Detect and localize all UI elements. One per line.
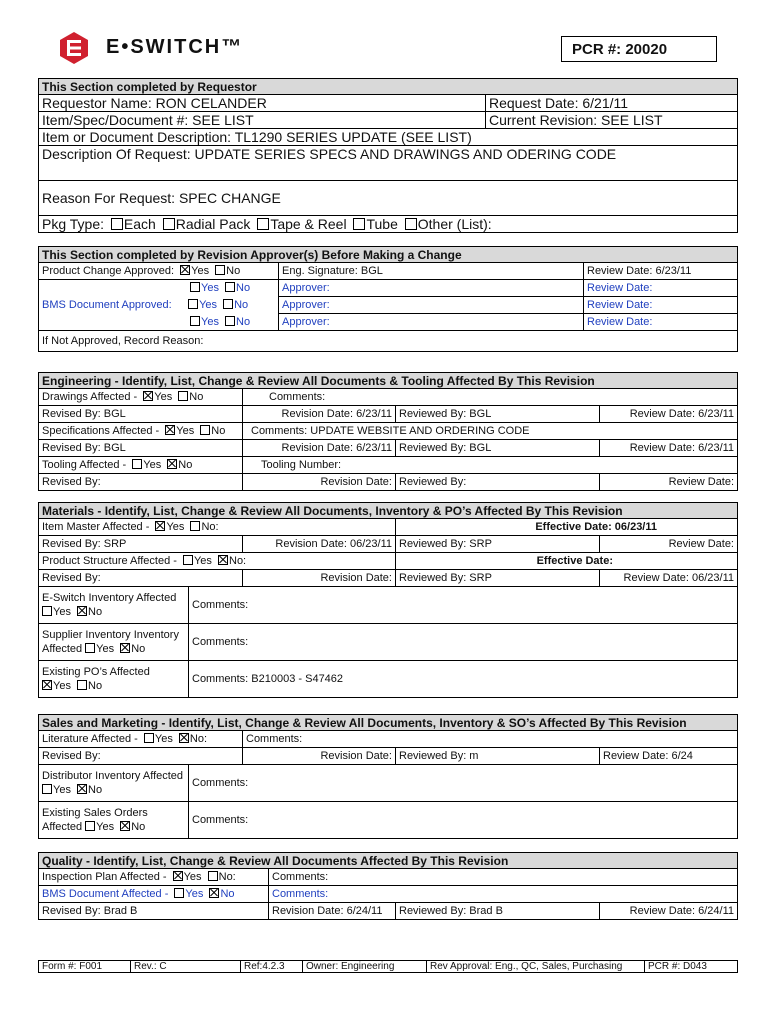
no-label: No <box>211 425 226 437</box>
product-change-yes-checkbox[interactable] <box>180 265 190 275</box>
supplier-inventory-comments: Comments: <box>189 624 738 661</box>
reason-for-request: Reason For Request: SPEC CHANGE <box>39 181 738 216</box>
eswitch-inventory-label: E-Switch Inventory Affected <box>42 592 177 604</box>
product-structure-affected <box>39 553 396 570</box>
current-revision: Current Revision: SEE LIST <box>486 112 738 129</box>
item-description: Item or Document Description: TL1290 SERIES UPDATE (SEE LIST) <box>39 129 738 146</box>
review-date-sales: Review Date: 6/24 <box>600 748 738 765</box>
literature-no-checkbox[interactable] <box>179 733 189 743</box>
approver-review-date-2: Review Date: <box>584 297 738 314</box>
revision-date-1: Revision Date: 6/23/11 <box>243 406 396 423</box>
item-master-affected <box>39 519 396 536</box>
existing-so-label: Existing Sales Orders <box>42 807 148 819</box>
pkg-radial-label: Radial Pack <box>175 216 251 232</box>
review-date-mat-2: Review Date: 06/23/11 <box>600 570 738 587</box>
bms-approved-1 <box>39 280 279 297</box>
sales-section <box>38 714 738 839</box>
pkg-tube-checkbox[interactable] <box>353 218 365 230</box>
bms-yes-checkbox-1[interactable] <box>190 282 200 292</box>
footer-form: Form #: F001 <box>39 961 131 973</box>
drawings-no-checkbox[interactable] <box>178 391 188 401</box>
approver-heading: This Section completed by Revision Approver(s) Before Making a Change <box>39 247 738 263</box>
revision-date-quality: Revision Date: 6/24/11 <box>269 903 396 920</box>
bms-no-checkbox-1[interactable] <box>225 282 235 292</box>
engineering-heading: Engineering - Identify, List, Change & Review All Documents & Tooling Affected By This Revision <box>39 373 738 389</box>
yes-label: Yes <box>185 888 204 900</box>
specs-yes-checkbox[interactable] <box>165 425 175 435</box>
pkg-other-checkbox[interactable] <box>405 218 417 230</box>
pkg-tape-label: Tape & Reel <box>270 216 347 232</box>
bms-document-affected <box>39 886 269 903</box>
approver-review-date-1: Review Date: <box>584 280 738 297</box>
specs-no-checkbox[interactable] <box>200 425 210 435</box>
drawings-comments: Comments: <box>243 389 738 406</box>
revised-by-2: Revised By: BGL <box>39 440 243 457</box>
pkg-tube-label: Tube <box>366 216 398 232</box>
yes-label: Yes <box>53 784 71 796</box>
yes-label: Yes <box>96 643 115 655</box>
reviewed-by-sales: Reviewed By: m <box>396 748 600 765</box>
yes-label: Yes <box>199 299 218 311</box>
bms-no-checkbox-2[interactable] <box>223 299 233 309</box>
revision-date-2: Revision Date: 6/23/11 <box>243 440 396 457</box>
revised-by-3: Revised By: <box>39 474 243 491</box>
existing-so-no-checkbox[interactable] <box>120 821 130 831</box>
requestor-name: Requestor Name: RON CELANDER <box>39 95 486 112</box>
inspection-plan-affected <box>39 869 269 886</box>
reviewed-by-srp-1: Reviewed By: SRP <box>396 536 600 553</box>
existing-pos-comments: Comments: B210003 - S47462 <box>189 661 738 698</box>
product-change-label: Product Change Approved: <box>42 265 175 277</box>
pkg-other-label: Other (List): <box>417 216 492 232</box>
distributor-label: Distributor Inventory Affected <box>42 770 184 782</box>
yes-label: Yes <box>154 391 173 403</box>
no-label: No <box>189 391 204 403</box>
literature-comments: Comments: <box>243 731 738 748</box>
yes-label: Yes <box>143 459 162 471</box>
not-approved-reason: If Not Approved, Record Reason: <box>39 331 738 352</box>
tooling-no-checkbox[interactable] <box>167 459 177 469</box>
bms-approved-3 <box>39 314 279 331</box>
bms-yes-checkbox-3[interactable] <box>190 316 200 326</box>
yes-label: Yes <box>53 606 71 618</box>
distributor-inventory-affected <box>39 765 189 802</box>
existing-sales-orders <box>39 802 189 839</box>
pcr-number: PCR #: 20020 <box>561 36 717 62</box>
engineering-section <box>38 372 738 491</box>
reviewed-by-1: Reviewed By: BGL <box>396 406 600 423</box>
footer-ref: Ref:4.2.3 <box>241 961 303 973</box>
no-label: No <box>178 459 193 471</box>
specs-label: Specifications Affected - <box>42 425 160 437</box>
product-structure-yes-checkbox[interactable] <box>183 555 193 565</box>
tooling-label: Tooling Affected - <box>42 459 127 471</box>
no-label: No <box>88 680 103 692</box>
revision-date-mat-2: Revision Date: <box>243 570 396 587</box>
inspection-comments: Comments: <box>269 869 738 886</box>
approver-section <box>38 246 738 352</box>
item-master-label: Item Master Affected - <box>42 521 150 533</box>
reviewed-by-3: Reviewed By: <box>396 474 600 491</box>
existing-so-comments: Comments: <box>189 802 738 839</box>
eswitch-inventory-comments: Comments: <box>189 587 738 624</box>
revised-by-quality: Revised By: Brad B <box>39 903 269 920</box>
yes-label: Yes <box>193 555 212 567</box>
literature-yes-checkbox[interactable] <box>144 733 154 743</box>
eswitch-inventory-yes-checkbox[interactable] <box>42 606 52 616</box>
bms-yes-checkbox-2[interactable] <box>188 299 198 309</box>
approver-3: Approver: <box>279 314 584 331</box>
specs-comments: Comments: UPDATE WEBSITE AND ORDERING CODE <box>243 423 738 440</box>
no-label: No: <box>189 733 208 745</box>
approver-2: Approver: <box>279 297 584 314</box>
eswitch-inventory-affected <box>39 587 189 624</box>
request-date: Request Date: 6/21/11 <box>486 95 738 112</box>
quality-heading: Quality - Identify, List, Change & Review All Documents Affected By This Revision <box>39 853 738 869</box>
review-date-2: Review Date: 6/23/11 <box>600 440 738 457</box>
pkg-type-label: Pkg Type: <box>42 216 105 232</box>
approver-review-date-3: Review Date: <box>584 314 738 331</box>
effective-date-2: Effective Date: <box>396 553 738 570</box>
existing-pos-label: Existing PO’s Affected <box>42 666 150 678</box>
no-label: No: <box>218 871 236 883</box>
no-label: No <box>131 821 146 833</box>
pkg-tape-checkbox[interactable] <box>257 218 269 230</box>
requestor-heading: This Section completed by Requestor <box>39 79 738 95</box>
yes-label: Yes <box>191 265 210 277</box>
no-label: No <box>88 784 103 796</box>
reviewed-by-2: Reviewed By: BGL <box>396 440 600 457</box>
yes-label: Yes <box>53 680 71 692</box>
review-date-3: Review Date: <box>600 474 738 491</box>
inspection-no-checkbox[interactable] <box>208 871 218 881</box>
footer-rev-approval: Rev Approval: Eng., QC, Sales, Purchasing <box>427 961 645 973</box>
bms-affected-yes-checkbox[interactable] <box>174 888 184 898</box>
product-change-no-checkbox[interactable] <box>215 265 225 275</box>
footer-pcr: PCR #: D043 <box>645 961 738 973</box>
inspection-label: Inspection Plan Affected - <box>42 871 167 883</box>
item-master-no-checkbox[interactable] <box>190 521 200 531</box>
materials-section <box>38 502 738 698</box>
eswitch-inventory-no-checkbox[interactable] <box>77 606 87 616</box>
logo-wordmark: E•SWITCH™ <box>106 36 244 58</box>
literature-label: Literature Affected - <box>42 733 138 745</box>
product-structure-no-checkbox[interactable] <box>218 555 228 565</box>
review-date-quality: Review Date: 6/24/11 <box>600 903 738 920</box>
existing-pos-no-checkbox[interactable] <box>77 680 87 690</box>
no-label: No <box>234 299 249 311</box>
review-date-approver: Review Date: 6/23/11 <box>584 263 738 280</box>
revised-by-sales: Revised By: <box>39 748 243 765</box>
item-master-yes-checkbox[interactable] <box>155 521 165 531</box>
revised-by-1: Revised By: BGL <box>39 406 243 423</box>
drawings-affected <box>39 389 243 406</box>
sales-heading: Sales and Marketing - Identify, List, Change & Review All Documents, Inventory & SO’s Affected By This Revision <box>39 715 738 731</box>
revision-date-mat-1: Revision Date: 06/23/11 <box>243 536 396 553</box>
yes-label: Yes <box>96 821 115 833</box>
pkg-each-checkbox[interactable] <box>111 218 123 230</box>
distributor-no-checkbox[interactable] <box>77 784 87 794</box>
affected-label: Affected <box>42 643 83 655</box>
reviewed-by-quality: Reviewed By: Brad B <box>396 903 600 920</box>
no-label: No <box>226 265 241 277</box>
yes-label: Yes <box>166 521 185 533</box>
no-label: No <box>236 282 251 295</box>
bms-no-checkbox-3[interactable] <box>225 316 235 326</box>
bms-approved-2 <box>39 297 279 314</box>
footer-owner: Owner: Engineering <box>303 961 427 973</box>
no-label: No: <box>229 555 247 567</box>
existing-pos-yes-checkbox[interactable] <box>42 680 52 690</box>
revised-by-mat-2: Revised By: <box>39 570 243 587</box>
revised-by-srp: Revised By: SRP <box>39 536 243 553</box>
no-label: No <box>131 643 146 655</box>
supplier-inventory-yes-checkbox[interactable] <box>85 643 95 653</box>
specifications-affected <box>39 423 243 440</box>
supplier-inventory-no-checkbox[interactable] <box>120 643 130 653</box>
reviewed-by-srp-2: Reviewed By: SRP <box>396 570 600 587</box>
item-spec-doc: Item/Spec/Document #: SEE LIST <box>39 112 486 129</box>
pkg-type-row <box>39 216 738 233</box>
approver-1: Approver: <box>279 280 584 297</box>
description-of-request: Description Of Request: UPDATE SERIES SPECS AND DRAWINGS AND ODERING CODE <box>39 146 738 181</box>
bms-comments: Comments: <box>269 886 738 903</box>
requestor-section <box>38 78 738 233</box>
inspection-yes-checkbox[interactable] <box>173 871 183 881</box>
product-change-approved <box>39 263 279 280</box>
bms-label: BMS Document Affected - <box>42 888 169 900</box>
quality-section <box>38 852 738 920</box>
bms-affected-no-checkbox[interactable] <box>209 888 219 898</box>
supplier-inventory-affected <box>39 624 189 661</box>
tooling-number: Tooling Number: <box>243 457 738 474</box>
no-label: No <box>88 606 103 618</box>
yes-label: Yes <box>201 315 219 328</box>
distributor-comments: Comments: <box>189 765 738 802</box>
yes-label: Yes <box>201 282 219 295</box>
yes-label: Yes <box>183 871 202 883</box>
tooling-affected <box>39 457 243 474</box>
pkg-each-label: Each <box>123 216 156 232</box>
footer-rev: Rev.: C <box>131 961 241 973</box>
yes-label: Yes <box>154 733 173 745</box>
revision-date-sales: Revision Date: <box>243 748 396 765</box>
materials-heading: Materials - Identify, List, Change & Review All Documents, Inventory & PO’s Affected By This Revision <box>39 503 738 519</box>
e-switch-logo <box>58 32 258 64</box>
review-date-1: Review Date: 6/23/11 <box>600 406 738 423</box>
pkg-radial-checkbox[interactable] <box>163 218 175 230</box>
supplier-inventory-label: Supplier Inventory Inventory <box>42 629 179 641</box>
bms-document-approved-label: BMS Document Approved: <box>42 299 172 311</box>
no-label: No <box>220 888 235 900</box>
existing-so-yes-checkbox[interactable] <box>85 821 95 831</box>
yes-label: Yes <box>176 425 195 437</box>
eng-signature: Eng. Signature: BGL <box>279 263 584 280</box>
no-label: No <box>236 315 251 328</box>
literature-affected <box>39 731 243 748</box>
existing-pos-affected <box>39 661 189 698</box>
affected-label: Affected <box>42 821 83 833</box>
footer <box>38 960 738 973</box>
effective-date-1: Effective Date: 06/23/11 <box>396 519 738 536</box>
no-label: No: <box>201 521 219 533</box>
distributor-yes-checkbox[interactable] <box>42 784 52 794</box>
revision-date-3: Revision Date: <box>243 474 396 491</box>
product-structure-label: Product Structure Affected - <box>42 555 177 567</box>
drawings-yes-checkbox[interactable] <box>143 391 153 401</box>
tooling-yes-checkbox[interactable] <box>132 459 142 469</box>
drawings-label: Drawings Affected - <box>42 391 138 403</box>
review-date-mat-1: Review Date: <box>600 536 738 553</box>
